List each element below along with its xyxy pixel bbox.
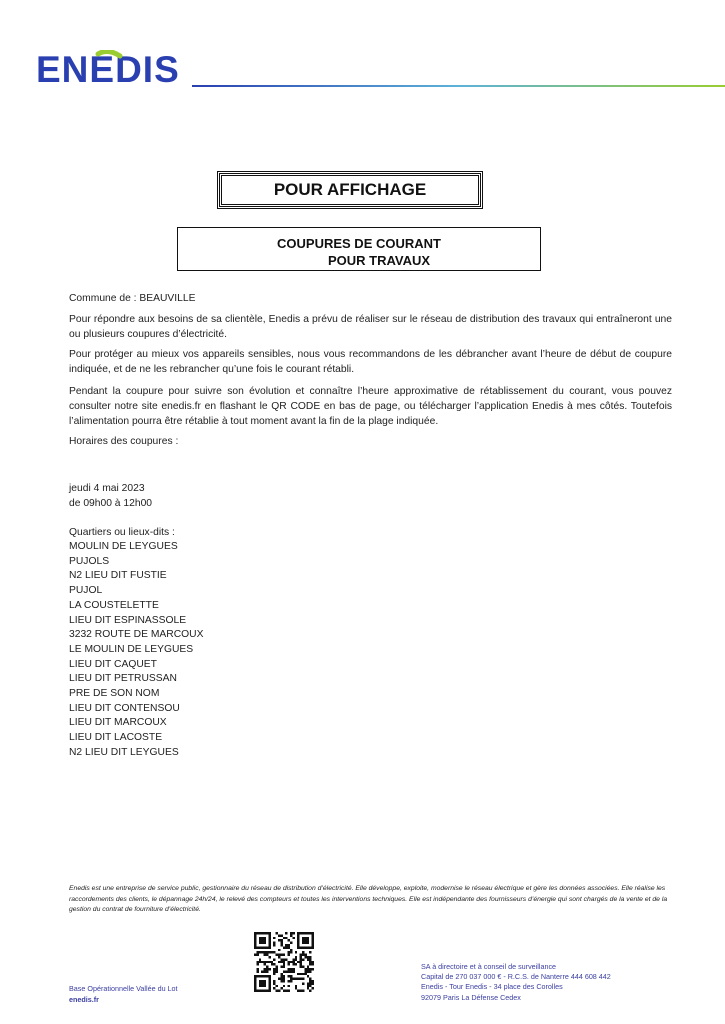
subtitle-line-2: POUR TRAVAUX bbox=[327, 253, 431, 268]
list-item: LIEU DIT MARCOUX bbox=[69, 717, 167, 729]
list-item: LIEU DIT CAQUET bbox=[69, 658, 157, 670]
footer-company-info bbox=[421, 962, 611, 1003]
schedule-time: de 09h00 à 12h00 bbox=[69, 498, 153, 509]
list-item: LIEU DIT PETRUSSAN bbox=[69, 673, 177, 685]
company-info-line: SA à directoire et à conseil de surveillance bbox=[421, 962, 557, 971]
list-item: LIEU DIT LACOSTE bbox=[69, 732, 163, 744]
company-info-line: 92079 Paris La Défense Cedex bbox=[421, 992, 521, 1002]
list-item: PRE DE SON NOM bbox=[69, 688, 160, 700]
districts-list bbox=[69, 540, 203, 761]
list-item: LIEU DIT CONTENSOU bbox=[69, 702, 180, 714]
notice-subtitle-box bbox=[177, 227, 541, 271]
list-item: N2 LIEU DIT LEYGUES bbox=[69, 746, 179, 758]
protection-paragraph: Pour protéger au mieux vos appareils sensibles, nous vous recommandons de les débrancher avant l’heure de début de coupure indiquée, et de ne les rebrancher qu’une fois le courant rétabli. bbox=[69, 349, 672, 375]
followup-paragraph: Pendant la coupure pour suivre son évolution et connaître l’heure approximative de rétablissement du courant, vous pouvez consulter notre site enedis.fr en flashant le QR CODE en bas de page, ou télécharger l’application Enedis à mes côtés. Toutefois l’alimentation pourra être rétablie à tout moment avant la fin de la plage indiquée. bbox=[69, 386, 672, 427]
footer-base-name: Base Opérationnelle Vallée du Lot bbox=[69, 984, 178, 993]
subtitle-line-1: COUPURES DE COURANT bbox=[277, 236, 441, 251]
list-item: 3232 ROUTE DE MARCOUX bbox=[69, 629, 204, 641]
enedis-logo bbox=[36, 50, 188, 88]
svg-text:ENEDIS: ENEDIS bbox=[36, 50, 180, 88]
list-item: PUJOLS bbox=[69, 555, 110, 567]
poster-title: POUR AFFICHAGE bbox=[273, 180, 427, 199]
footer-website-link[interactable]: enedis.fr bbox=[69, 995, 99, 1004]
poster-title-box bbox=[219, 173, 481, 207]
list-item: LIEU DIT ESPINASSOLE bbox=[69, 614, 187, 626]
districts-label: Quartiers ou lieux-dits : bbox=[69, 527, 175, 538]
list-item: N2 LIEU DIT FUSTIE bbox=[69, 570, 167, 582]
company-info-line: Enedis - Tour Enedis - 34 place des Corolles bbox=[421, 982, 563, 992]
header-divider bbox=[192, 84, 725, 88]
intro-paragraph: Pour répondre aux besoins de sa clientèle, Enedis a prévu de réaliser sur le réseau de distribution des travaux qui entraîneront une ou plusieurs coupures d’électricité. bbox=[69, 314, 672, 340]
commune-line: Commune de : BEAUVILLE bbox=[69, 293, 196, 304]
company-info-line: Capital de 270 037 000 € - R.C.S. de Nanterre 444 608 442 bbox=[421, 972, 611, 982]
schedule-label: Horaires des coupures : bbox=[69, 436, 179, 447]
list-item: LA COUSTELETTE bbox=[69, 599, 159, 611]
schedule-date: jeudi 4 mai 2023 bbox=[69, 483, 145, 494]
qr-code-icon[interactable] bbox=[254, 932, 314, 992]
list-item: PUJOL bbox=[69, 585, 103, 597]
list-item: MOULIN DE LEYGUES bbox=[69, 541, 178, 552]
list-item: LE MOULIN DE LEYGUES bbox=[69, 643, 194, 655]
footer-legal-note: Enedis est une entreprise de service public, gestionnaire du réseau de distribution d’électricité. Elle développe, exploite, modernise le réseau électrique et gère les données associées. Elle réalise les raccordements des clients, le dépannage 24h/24, le relevé des compteurs et toutes les interventions techniques. Elle est indépendante des fournisseurs d’énergie qui sont chargés de la vente et de la gestion du contrat de fourniture d’électricité. bbox=[69, 885, 668, 913]
